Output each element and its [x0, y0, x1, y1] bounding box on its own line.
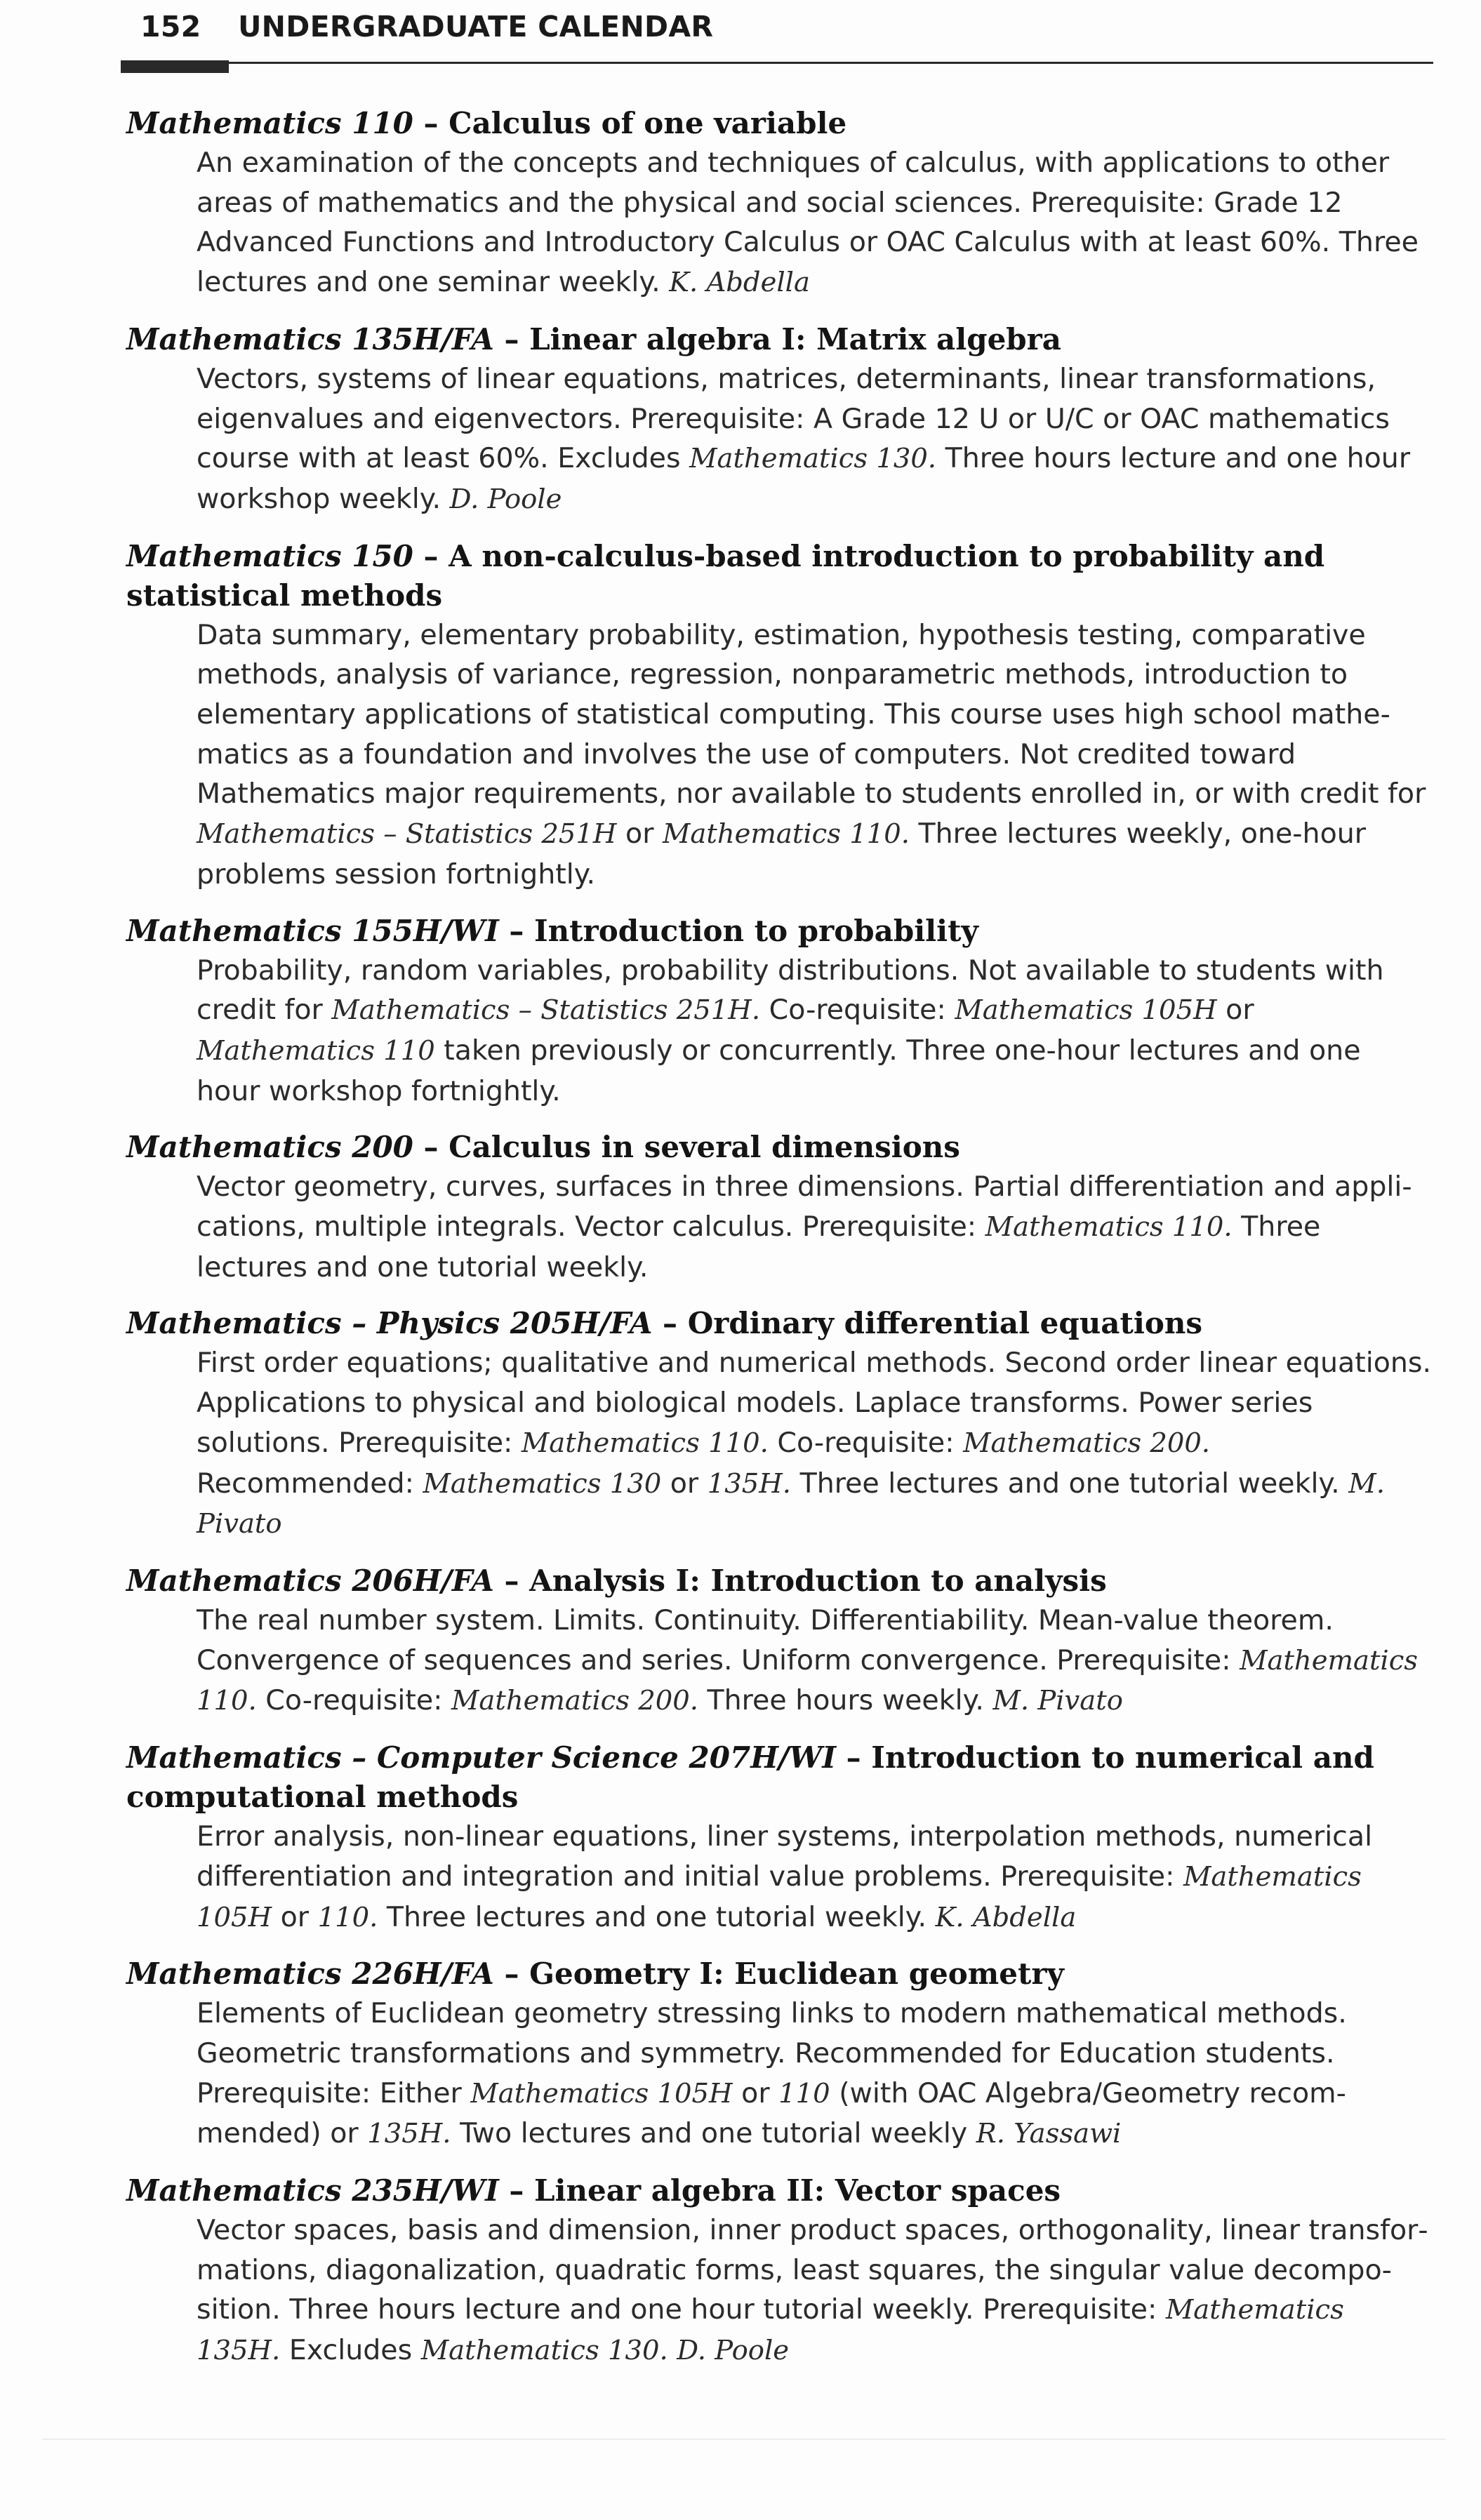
running-head	[140, 10, 713, 44]
course-title: Linear algebra II: Vector spaces	[533, 2173, 1061, 2208]
course-heading	[126, 1128, 1432, 1167]
course-reference: Mathematics – Statistics 251H	[197, 818, 617, 851]
course-heading	[126, 2171, 1432, 2211]
course-reference: M. Pivato	[197, 1467, 1385, 1540]
heading-separator: –	[498, 2173, 534, 2208]
course-heading	[126, 1954, 1432, 1994]
course-code: Mathematics 200	[126, 1130, 413, 1165]
course-reference: Mathematics 130.	[420, 2335, 668, 2367]
course-reference: Mathematics 200.	[451, 1685, 698, 1717]
course-reference: Mathematics – Statistics 251H.	[331, 994, 761, 1027]
course-reference: Mathematics 105H	[470, 2077, 733, 2109]
course-description	[197, 615, 1432, 895]
course-code: Mathematics 155H/WI	[126, 913, 499, 948]
description-text: Probability, random variables, probability distributions. Not available to students with credit for	[197, 954, 1384, 1027]
course-title: Ordinary differential equations	[687, 1306, 1203, 1341]
description-text: or	[272, 1900, 318, 1933]
course-description	[197, 951, 1432, 1112]
course-reference: Mathematics 105H	[955, 994, 1217, 1027]
description-text: First order equations; qualitative and numerical methods. Second order linear equations. Applications to physical and biological models. Laplace transforms. Power series solutions. Prerequisite:	[197, 1347, 1432, 1459]
course-reference: 110	[778, 2077, 830, 2109]
description-text	[668, 2334, 677, 2366]
heading-separator: –	[652, 1306, 688, 1341]
course-code: Mathematics 135H/FA	[126, 321, 494, 356]
course-code: Mathematics 150	[126, 538, 413, 573]
description-text: (with OAC Algebra/Geometry recommended) or	[197, 2076, 1346, 2150]
course-reference: K. Abdella	[669, 267, 810, 299]
description-text: or	[732, 2076, 779, 2109]
description-text: The real number system. Limits. Continuity. Differentiability. Mean-value theorem. Convergence of sequences and series. Uniform convergence. Prerequisite:	[197, 1604, 1334, 1676]
course-title: Introduction to numerical and computational methods	[126, 1740, 1374, 1815]
description-text: Recommended:	[197, 1467, 423, 1500]
description-text: or	[1216, 994, 1254, 1027]
course-title: Calculus in several dimensions	[449, 1130, 960, 1165]
course-entry	[126, 537, 1432, 895]
course-reference: M. Pivato	[992, 1685, 1123, 1717]
course-title: A non-calculus-based introduction to probability and statistical methods	[126, 538, 1325, 613]
course-title: Linear algebra I: Matrix algebra	[529, 321, 1061, 356]
course-description	[197, 1601, 1432, 1721]
description-text: Three hours weekly.	[698, 1684, 993, 1717]
course-reference: 135H.	[707, 1467, 792, 1500]
description-text: Vectors, systems of linear equations, matrices, determinants, linear transformations, eigenvalues and eigenvectors. Prerequisite: A Grade 12 U or U/C or OAC mathematics course with at least 60%. Excludes	[197, 362, 1390, 475]
running-title: UNDERGRADUATE CALENDAR	[238, 10, 714, 44]
page-number: 152	[140, 10, 201, 44]
course-reference: 110.	[317, 1901, 378, 1933]
course-description	[197, 143, 1432, 303]
course-entry	[126, 1561, 1432, 1721]
course-entry	[126, 2171, 1432, 2371]
heading-separator: –	[498, 913, 534, 948]
course-reference: D. Poole	[449, 483, 562, 515]
course-reference: Mathematics 130.	[689, 443, 937, 475]
course-reference: Mathematics 135H.	[197, 2294, 1344, 2367]
header-rule-tab	[121, 60, 229, 73]
course-reference: Mathematics 110.	[663, 818, 910, 851]
heading-separator: –	[413, 1130, 449, 1165]
course-code: Mathematics 110	[126, 106, 413, 140]
course-description	[197, 1994, 1432, 2154]
course-reference: D. Poole	[677, 2335, 790, 2367]
course-reference: Mathematics 130	[423, 1467, 662, 1500]
course-reference: Mathematics 110.	[985, 1211, 1233, 1244]
description-text: An examination of the concepts and techniques of calculus, with applications to other areas of mathematics and the physical and social sciences. Prerequisite: Grade 12 Advanced Functions and Introductory Calculus or OAC Calculus with at least 60%. Three lectures and one seminar weekly.	[197, 147, 1419, 299]
heading-separator: –	[493, 321, 530, 356]
course-reference: Mathematics 105H	[197, 1860, 1362, 1933]
description-text: Co-requisite:	[760, 994, 955, 1027]
course-description	[197, 1343, 1432, 1545]
course-reference: K. Abdella	[935, 1901, 1077, 1933]
course-entry	[126, 912, 1432, 1112]
description-text: Error analysis, non-linear equations, liner systems, interpolation methods, numerical differentiation and integration and initial value problems. Prerequisite:	[197, 1820, 1373, 1893]
course-heading	[126, 1738, 1432, 1817]
course-description	[197, 2211, 1432, 2371]
heading-separator: –	[836, 1740, 872, 1775]
course-entry	[126, 104, 1432, 303]
course-description	[197, 1817, 1432, 1938]
course-reference: Mathematics 110.	[521, 1427, 769, 1459]
course-code: Mathematics 206H/FA	[126, 1563, 494, 1598]
course-code: Mathematics – Physics 205H/FA	[126, 1306, 653, 1341]
course-heading	[126, 912, 1432, 951]
course-reference: Mathematics 110	[197, 1034, 435, 1067]
description-text: Vector geometry, curves, surfaces in three dimensions. Partial differentiation and applications, multiple integrals. Vector calculus. Prerequisite:	[197, 1171, 1412, 1244]
course-description	[197, 1167, 1432, 1287]
course-entry	[126, 1304, 1432, 1545]
course-list	[126, 104, 1432, 2388]
course-reference: 135H.	[367, 2118, 451, 2150]
course-entry	[126, 1954, 1432, 2154]
course-heading	[126, 1304, 1432, 1343]
course-title: Calculus of one variable	[449, 106, 847, 140]
description-text: Three hours lecture and one hour workshop weekly.	[197, 442, 1411, 515]
description-text: Three lectures and one tutorial weekly.	[791, 1467, 1349, 1500]
course-heading	[126, 104, 1432, 143]
course-reference: Mathematics 110.	[197, 1644, 1419, 1717]
description-text: Three lectures weekly, one-hour problems session fortnightly.	[197, 818, 1367, 891]
description-text: or	[661, 1467, 708, 1500]
description-text: Two lectures and one tutorial weekly	[451, 2117, 976, 2150]
description-text: Elements of Euclidean geometry stressing links to modern mathematical methods. Geometric transformations and symmetry. Recommended for Education students. Prerequisite: Either	[197, 1997, 1347, 2109]
course-title: Introduction to probability	[533, 913, 978, 948]
description-text: Three lectures and one tutorial weekly.	[378, 1900, 936, 1933]
heading-separator: –	[413, 106, 449, 140]
course-reference: Mathematics 200.	[963, 1427, 1211, 1459]
heading-separator: –	[493, 1956, 530, 1992]
course-heading	[126, 537, 1432, 615]
heading-separator: –	[493, 1563, 530, 1598]
course-entry	[126, 1738, 1432, 1938]
course-code: Mathematics – Computer Science 207H/WI	[126, 1740, 837, 1775]
description-text: Excludes	[280, 2334, 421, 2367]
course-code: Mathematics 226H/FA	[126, 1956, 494, 1992]
description-text: Three lectures and one tutorial weekly.	[197, 1211, 1321, 1284]
course-code: Mathematics 235H/WI	[126, 2173, 499, 2208]
course-entry	[126, 320, 1432, 520]
course-description	[197, 359, 1432, 520]
description-text: Co-requisite:	[256, 1684, 451, 1717]
description-text: taken previously or concurrently. Three one-hour lectures and one hour workshop fortnightly.	[197, 1034, 1361, 1107]
course-heading	[126, 1561, 1432, 1601]
description-text: or	[616, 818, 663, 851]
page-bottom-edge	[42, 2439, 1446, 2440]
course-entry	[126, 1128, 1432, 1287]
course-heading	[126, 320, 1432, 359]
description-text: Vector spaces, basis and dimension, inner product spaces, orthogonality, linear transformations, diagonalization, quadratic forms, least squares, the singular value decomposition. Three hours lecture and one hour tutorial weekly. Prerequisite:	[197, 2214, 1428, 2326]
description-text: Co-requisite:	[768, 1426, 964, 1459]
course-reference: R. Yassawi	[976, 2118, 1122, 2150]
course-title: Analysis I: Introduction to analysis	[529, 1563, 1107, 1598]
description-text: Data summary, elementary probability, estimation, hypothesis testing, comparative methods, analysis of variance, regression, nonparametric methods, introduction to elementary applications of statistical computing. This course uses high school mathematics as a foundation and involves the use of computers. Not credited toward Mathematics major requirements, nor available to students enrolled in, or with credit for	[197, 618, 1426, 811]
header-rule	[121, 62, 1433, 64]
course-title: Geometry I: Euclidean geometry	[529, 1956, 1064, 1992]
heading-separator: –	[413, 538, 449, 573]
